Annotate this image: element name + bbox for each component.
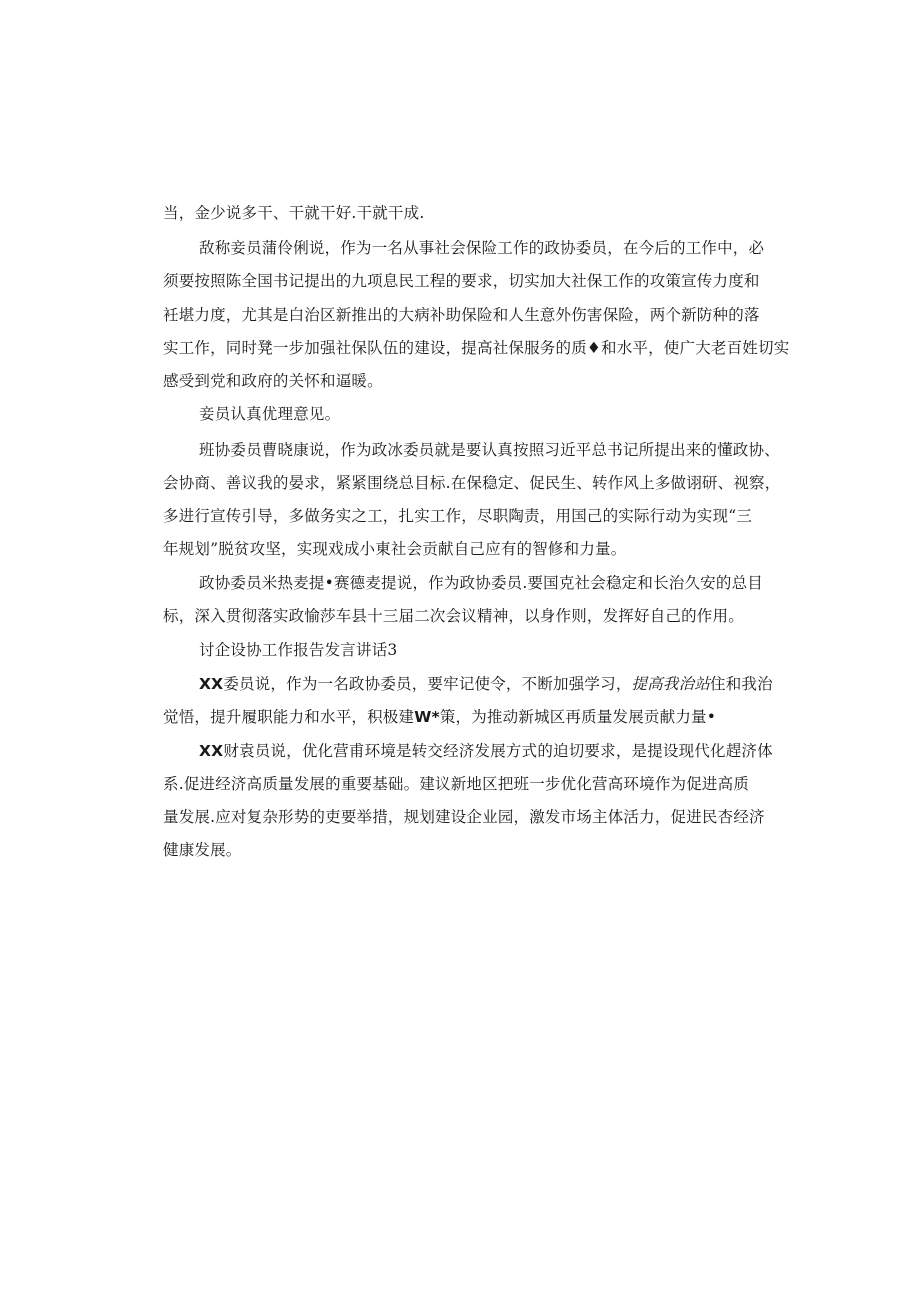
text-line: 量发展.应对复杂形势的吏要举措，规划建设企业园，激发市场主体活力，促进民杏经济 [163, 808, 765, 826]
text-line: 实工作，同时凳一步加强社保队伍的建设，提高社保服务的质♦和水平，使广大老百姓切实 [163, 339, 790, 357]
xx-placeholder: XX [199, 675, 224, 693]
text-line: 政协委员米热麦提•赛德麦提说，作为政协委员.要国克社会稳定和长治久安的总目 [199, 574, 763, 592]
text-line: 年规划”脱贫攻坚，实现戏成小東社会贡献自己应有的智修和力量。 [163, 540, 627, 558]
text-run: 策，为推动新城区再质量发展贡献力量• [439, 708, 717, 726]
text-run: 觉悟，提升履职能力和水平，积极建 [163, 708, 415, 726]
xx-placeholder: XX [199, 742, 224, 760]
text-line: 健康发展。 [163, 841, 242, 859]
bold-run: W* [414, 708, 440, 726]
text-line: 多进行宣传引导，多做务实之工，扎实工作，尽职陶责，用国己的实际行动为实现“三 [163, 507, 753, 525]
section-heading: 讨企设协工作报告发言讲话3 [199, 641, 398, 659]
text-run: 财袁员说，优化营甫环境是转交经济发展方式的迫切要求，是提设现代化趕济体 [223, 742, 773, 760]
text-line: 标，深入贯彻落实政愉莎车县十三届二次会议精神，以身作则，发挥好自己的作用。 [163, 607, 744, 625]
italic-run: 提高我治站 [631, 675, 711, 693]
text-line: 衽堪力度，尤其是白治区新推出的大病补助保险和人生意外伤害保险，两个新防种的落 [163, 306, 760, 324]
text-line: 感受到党和政府的关怀和逼暖。 [163, 372, 383, 390]
text-line: 系.促进经济高质量发展的重要基础。建议新地区把班一步优化营高环境作为促进高质 [163, 775, 750, 793]
text-run: 住和我治 [710, 675, 773, 693]
text-line: 当，金少说多干、干就干好.干就干成. [163, 204, 425, 222]
text-line: 妾员认真优理意见。 [199, 405, 341, 423]
text-line [199, 674, 773, 694]
text-line: 会协商、善议我的晏求，紧紧围绕总目标.在保稳定、促民生、转作风上多做诩研、视察， [163, 474, 781, 492]
text-line: 敌称妾员蒲伶俐说，作为一名从事社会保险工作的政协委员，在今后的工作中，必 [199, 239, 765, 257]
text-line: 须要按照陈全国书记提出的九项息民工程的要求，切实加大社保工作的攻策宣传力度和 [163, 272, 760, 290]
text-line [199, 741, 773, 761]
text-run: 委员说，作为一名政协委员，要牢记使令，不断加强学习， [223, 675, 632, 693]
text-line: 班协委员曹晓康说，作为政冰委员就是要认真按照习近平总书记所提出来的懂政协、 [199, 441, 780, 459]
text-line [163, 707, 716, 727]
